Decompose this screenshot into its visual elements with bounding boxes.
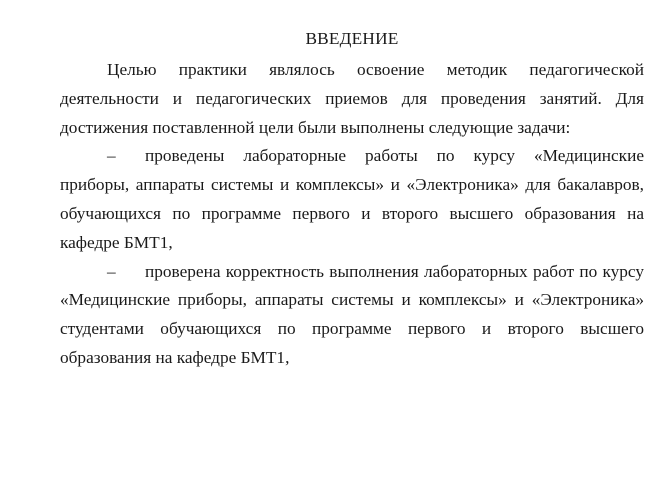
list-item-marker: – bbox=[107, 261, 116, 281]
document-page bbox=[60, 27, 644, 373]
intro-paragraph: Целью практики являлось освоение методик педагогической деятельности и педагогических приемов для проведения занятий. Для достижения поставленной цели были выполнены следующие задачи: bbox=[60, 60, 644, 137]
list-item bbox=[60, 142, 644, 257]
list-item bbox=[60, 258, 644, 373]
list-item-marker: – bbox=[107, 146, 116, 166]
list-item-text: проверена корректность выполнения лабораторных работ по курсу «Медицинские приборы, аппараты системы и комплексы» и «Электроника» студентами обучающихся по программе первого и второго высшего образования на кафедре БМТ1, bbox=[60, 261, 644, 367]
document-title: ВВЕДЕНИЕ bbox=[305, 29, 399, 48]
list-item-text: проведены лабораторные работы по курсу «Медицинские приборы, аппараты системы и комплексы» и «Электроника» для бакалавров, обучающихся по программе первого и второго высшего образования на кафедре БМТ1, bbox=[60, 146, 644, 252]
